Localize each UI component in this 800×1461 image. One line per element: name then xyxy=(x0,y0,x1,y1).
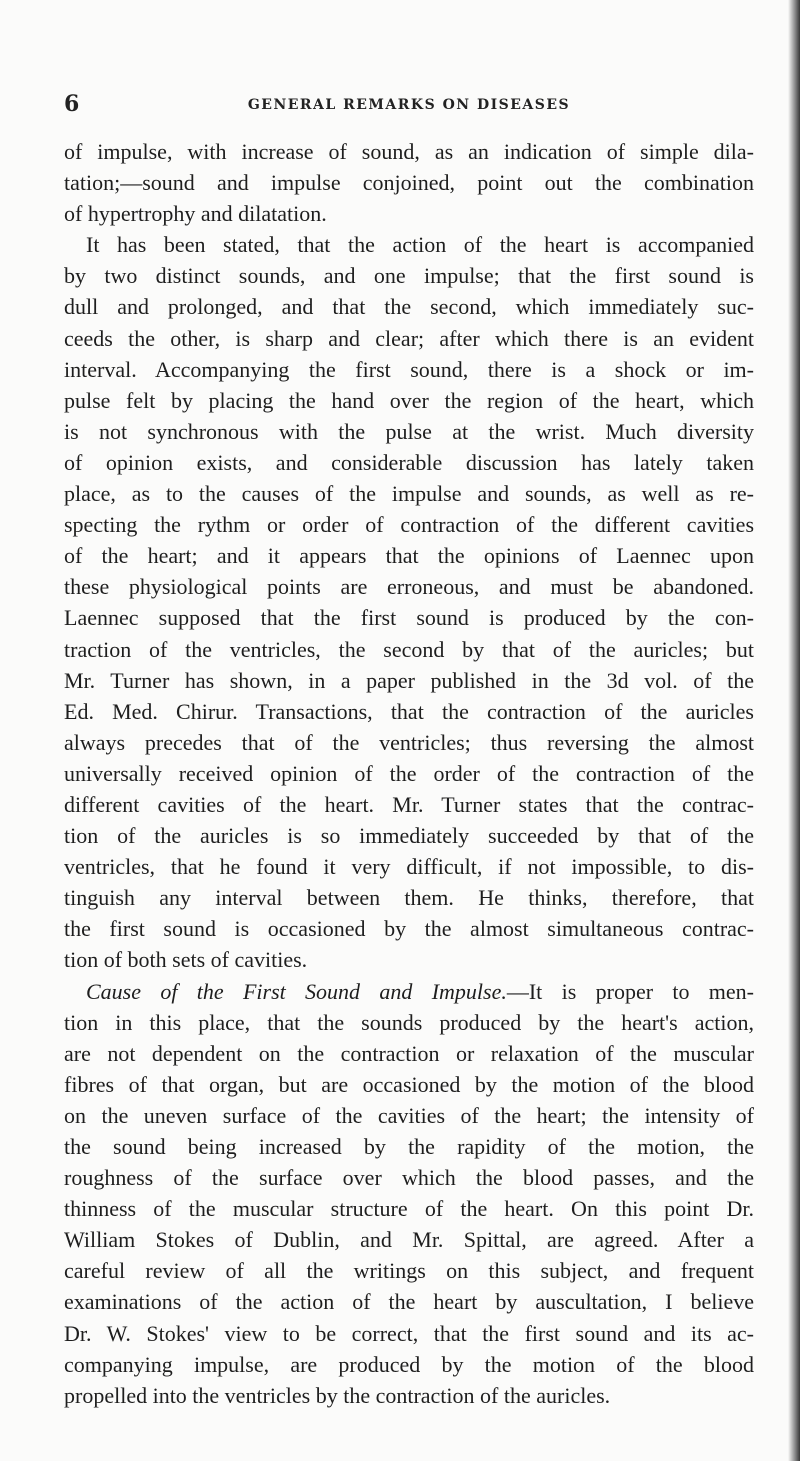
text-line: traction of the ventricles, the second by that of the auricles; but xyxy=(64,636,754,662)
text-line: place, as to the causes of the impulse and sounds, as well as re- xyxy=(64,481,754,507)
text-line: of impulse, with increase of sound, as an indication of simple dila- xyxy=(64,139,754,164)
text-line: Laennec supposed that the first sound is produced by the con- xyxy=(64,605,754,631)
text-line: different cavities of the heart. Mr. Turner states that the contrac- xyxy=(64,791,754,817)
text-line: tion in this place, that the sounds produced by the heart's action, xyxy=(64,1009,754,1035)
text-line: on the uneven surface of the cavities of the heart; the intensity of xyxy=(64,1102,754,1128)
paragraph-start-line xyxy=(64,976,754,1007)
text-line: the first sound is occasioned by the almost simultaneous contrac- xyxy=(64,916,754,942)
page-edge-shadow xyxy=(788,0,800,1461)
text-line: examinations of the action of the heart by auscultation, I believe xyxy=(64,1289,754,1315)
text-line: these physiological points are erroneous, and must be abandoned. xyxy=(64,574,754,600)
text-line: of hypertrophy and dilatation. xyxy=(64,201,327,227)
text-line: universally received opinion of the order of the contraction of the xyxy=(64,760,754,786)
text-line: careful review of all the writings on this subject, and frequent xyxy=(64,1258,754,1284)
text-line: William Stokes of Dublin, and Mr. Spittal, are agreed. After a xyxy=(64,1227,754,1253)
text-line: Dr. W. Stokes' view to be correct, that the first sound and its ac- xyxy=(64,1320,754,1346)
text-line: dull and prolonged, and that the second, which immediately suc- xyxy=(64,294,754,320)
running-title: GENERAL REMARKS ON DISEASES xyxy=(247,97,571,113)
text-line: always precedes that of the ventricles; thus reversing the almost xyxy=(64,729,754,755)
section-heading: Cause of the First Sound and Impulse. xyxy=(86,978,507,1004)
text-line: interval. Accompanying the first sound, there is a shock or im- xyxy=(64,356,754,382)
text-line: roughness of the surface over which the blood passes, and the xyxy=(64,1165,754,1191)
text-line: companying impulse, are produced by the motion of the blood xyxy=(64,1351,754,1377)
text-line: ceeds the other, is sharp and clear; after which there is an evident xyxy=(64,325,754,351)
text-line: ventricles, that he found it very difficult, if not impossible, to dis- xyxy=(64,854,754,880)
text-line: is not synchronous with the pulse at the wrist. Much diversity xyxy=(64,418,754,444)
text-line: Mr. Turner has shown, in a paper published in the 3d vol. of the xyxy=(64,667,754,693)
text-line: by two distinct sounds, and one impulse; that the first sound is xyxy=(64,263,754,289)
text-line: are not dependent on the contraction or relaxation of the muscular xyxy=(64,1040,754,1066)
text-line: of opinion exists, and considerable discussion has lately taken xyxy=(64,449,754,475)
body-text xyxy=(64,136,754,1411)
text-line: tion of both sets of cavities. xyxy=(64,947,308,973)
text-line: of the heart; and it appears that the opinions of Laennec upon xyxy=(64,543,754,569)
text-line: fibres of that organ, but are occasioned by the motion of the blood xyxy=(64,1071,754,1097)
text-line: tinguish any interval between them. He thinks, therefore, that xyxy=(64,885,754,911)
text-line: propelled into the ventricles by the contraction of the auricles. xyxy=(64,1382,611,1408)
text-line: pulse felt by placing the hand over the region of the heart, which xyxy=(64,387,754,413)
paragraph-start-line: It has been stated, that the action of the heart is accompanied xyxy=(86,232,754,258)
running-head xyxy=(64,92,754,116)
text-line: —It is proper to men- xyxy=(506,978,754,1004)
text-line: Ed. Med. Chirur. Transactions, that the contraction of the auricles xyxy=(64,698,754,724)
text-line: the sound being increased by the rapidity of the motion, the xyxy=(64,1134,754,1159)
text-line: tion of the auricles is so immediately succeeded by that of the xyxy=(64,823,754,849)
text-line: thinness of the muscular structure of the heart. On this point Dr. xyxy=(64,1196,754,1222)
text-line: specting the rythm or order of contraction of the different cavities xyxy=(64,512,754,538)
page-number: 6 xyxy=(64,91,80,117)
text-line: tation;—sound and impulse conjoined, point out the combination xyxy=(64,170,754,196)
